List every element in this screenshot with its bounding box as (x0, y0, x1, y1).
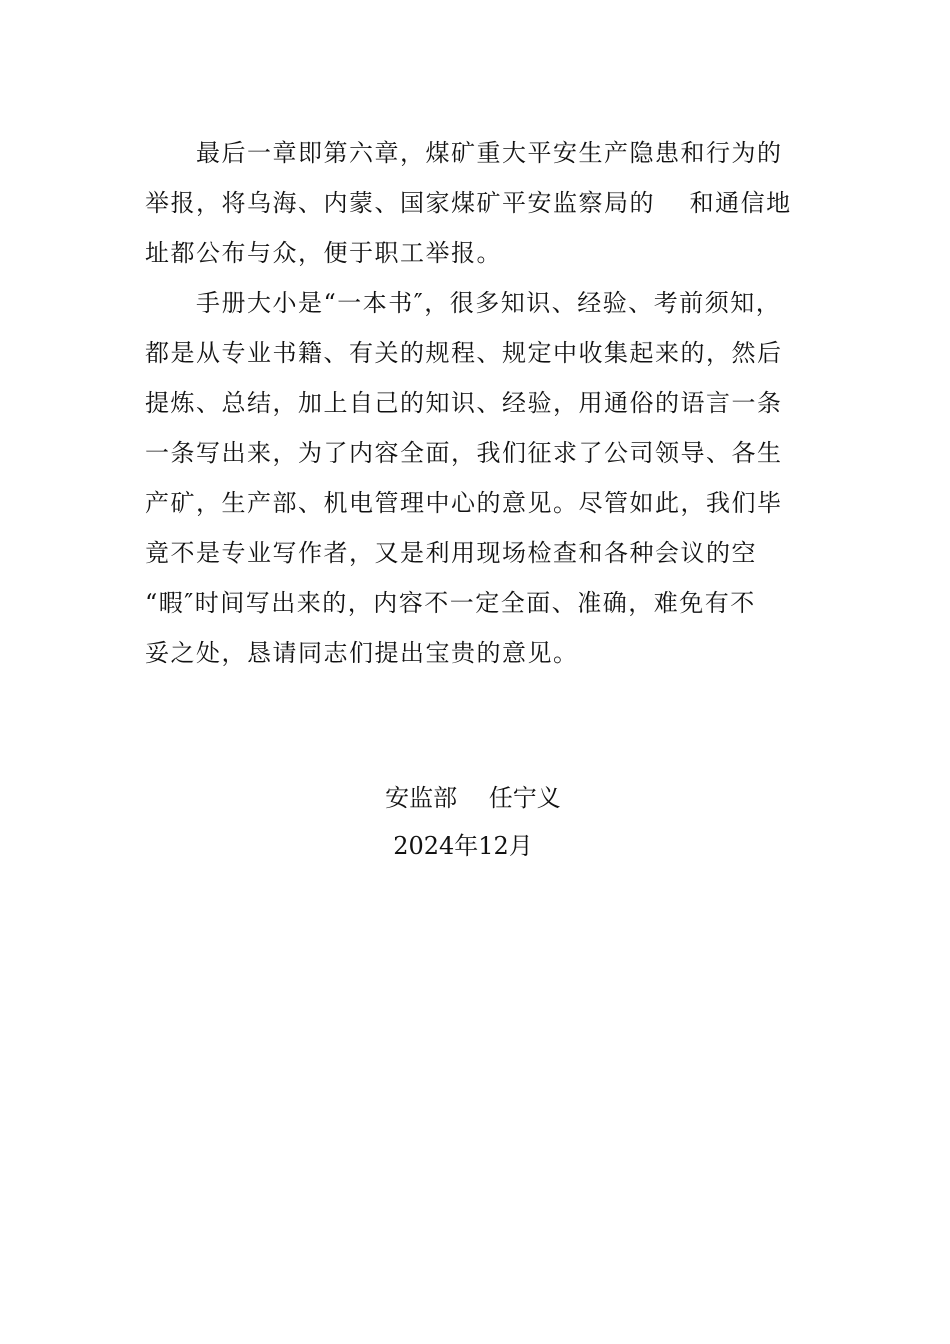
paragraph-2-line-7: “暇″时间写出来的，内容不一定全面、准确，难免有不 (145, 589, 756, 617)
paragraph-2-line-8: 妥之处，恳请同志们提出宝贵的意见。 (145, 639, 579, 667)
signature-department: 安监部 任宁义 (385, 784, 561, 812)
paragraph-2-line-5: 产矿，生产部、机电管理中心的意见。尽管如此，我们毕 (145, 489, 783, 517)
paragraph-1-line-2: 举报，将乌海、内蒙、国家煤矿平安监察局的 和通信地 (145, 189, 792, 217)
paragraph-1-line-1: 最后一章即第六章，煤矿重大平安生产隐患和行为的 (196, 139, 783, 167)
paragraph-2-line-3: 提炼、总结，加上自己的知识、经验，用通俗的语言一条 (145, 389, 783, 417)
paragraph-2-line-1: 手册大小是“一本书″，很多知识、经验、考前须知， (196, 289, 782, 317)
paragraph-2-line-6: 竟不是专业写作者，又是利用现场检查和各种会议的空 (145, 539, 757, 567)
paragraph-2-line-4: 一条写出来，为了内容全面，我们征求了公司领导、各生 (145, 439, 783, 467)
signature-date: 2024年12月 (393, 832, 533, 860)
paragraph-2-line-2: 都是从专业书籍、有关的规程、规定中收集起来的，然后 (145, 339, 783, 367)
paragraph-1-line-3: 址都公布与众，便于职工举报。 (145, 239, 502, 267)
body-text (145, 128, 805, 678)
